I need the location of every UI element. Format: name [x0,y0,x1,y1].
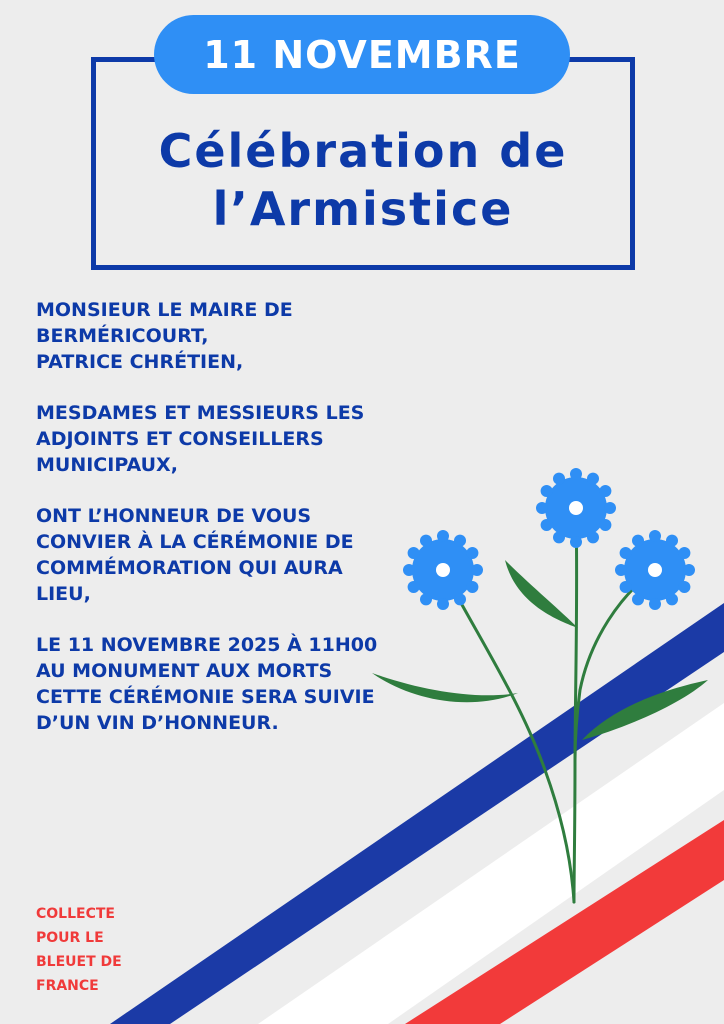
text-line: COMMÉMORATION QUI AURA [36,557,343,579]
text-line: MUNICIPAUX, [36,454,178,476]
title-line: Célébration de [158,124,568,178]
text-line: ONT L’HONNEUR DE VOUS [36,505,312,527]
collecte-line: COLLECTE [36,906,115,922]
page-title [96,122,630,238]
collecte-note [36,902,166,998]
text-line: MESDAMES ET MESSIEURS LES [36,402,365,424]
cornflower-icon [536,468,616,548]
text-line: AU MONUMENT AUX MORTS [36,660,333,682]
text-line: LE 11 NOVEMBRE 2025 À 11H00 [36,634,378,656]
cornflower-icon [615,530,695,610]
collecte-line: BLEUET DE [36,954,122,970]
title-line: l’Armistice [212,182,514,236]
text-line: BERMÉRICOURT, [36,325,209,347]
text-line: CONVIER À LA CÉRÉMONIE DE [36,531,354,553]
text-line: PATRICE CHRÉTIEN, [36,351,244,373]
invitation-paragraph [36,503,436,607]
invitation-paragraph [36,400,436,478]
invitation-paragraph [36,297,436,375]
invitation-text [36,297,436,761]
text-line: ADJOINTS ET CONSEILLERS [36,428,324,450]
collecte-line: POUR LE [36,930,104,946]
text-line: CETTE CÉRÉMONIE SERA SUIVIE [36,686,375,708]
invitation-paragraph [36,632,436,736]
text-line: LIEU, [36,583,91,605]
text-line: D’UN VIN D’HONNEUR. [36,712,279,734]
date-badge: 11 NOVEMBRE [154,15,570,94]
collecte-line: FRANCE [36,978,99,994]
text-line: MONSIEUR LE MAIRE DE [36,299,293,321]
